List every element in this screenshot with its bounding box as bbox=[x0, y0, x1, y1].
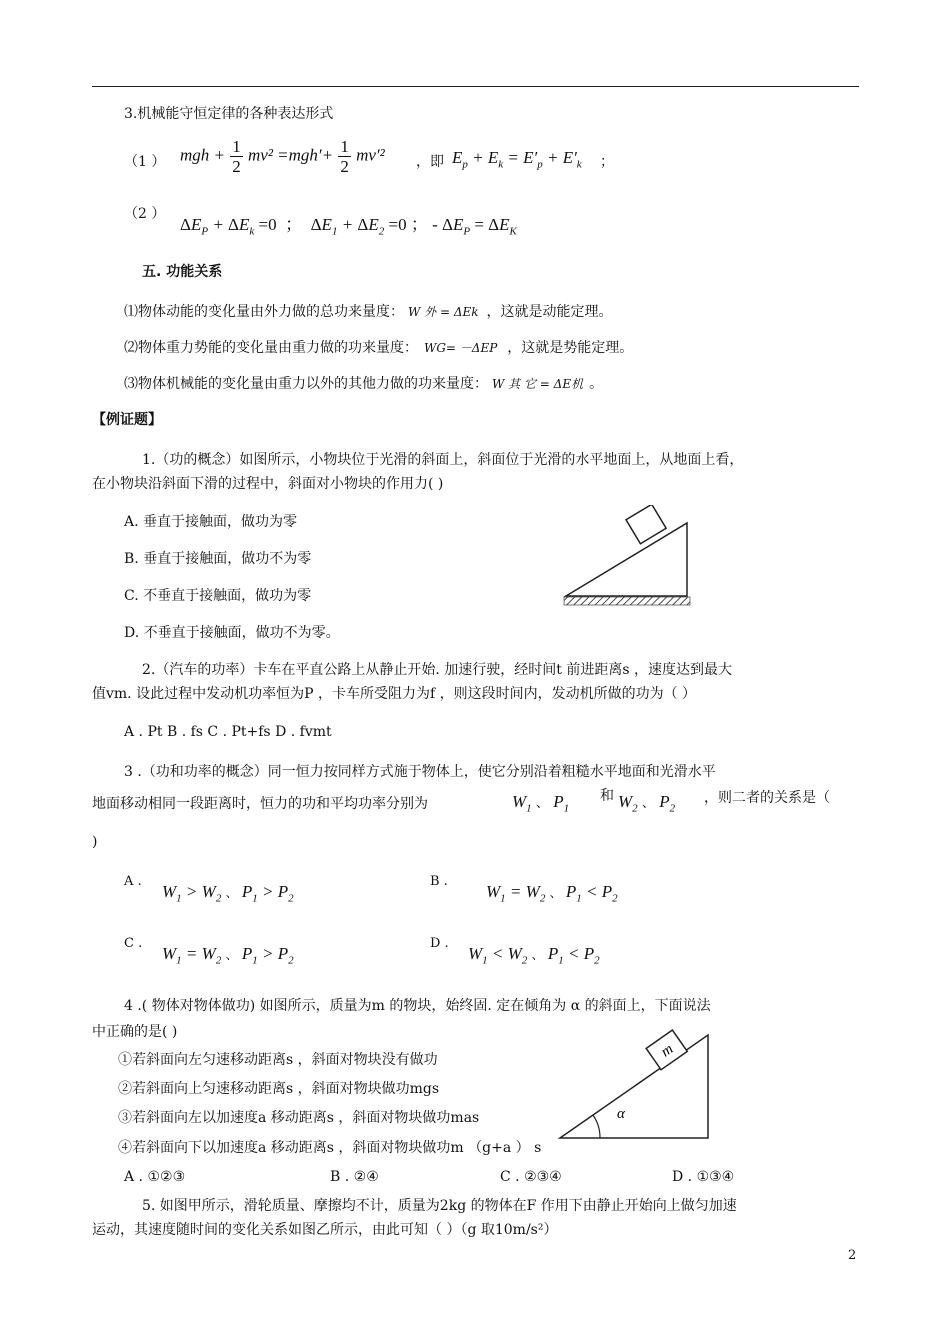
q3-opt-c-label: C . bbox=[124, 936, 143, 951]
q1-option-c: C. 不垂直于接触面，做功为零 bbox=[124, 588, 312, 604]
q1-incline-figure bbox=[560, 505, 695, 615]
formula2-label: （2 ） bbox=[124, 206, 166, 222]
q3-line2: 地面移动相同一段距离时，恒力的功和平均功率分别为 bbox=[92, 796, 428, 812]
q1-option-a: A. 垂直于接触面，做功为零 bbox=[124, 514, 298, 530]
section3-title: 3.机械能守恒定律的各种表达形式 bbox=[124, 106, 334, 122]
relation-1: ⑴物体动能的变化量由外力做的总功来量度： W 外 = ΔEk ，这就是动能定理。 bbox=[124, 304, 613, 320]
example-title: 【例证题】 bbox=[92, 412, 162, 428]
q4-block-label: m bbox=[658, 1041, 677, 1061]
q5-line1: 5. 如图甲所示，滑轮质量、摩擦均不计，质量为2kg 的物体在F 作用下由静止开始向上做匀加速 bbox=[142, 1198, 737, 1214]
q3-w2p2: $W_2$ 、 $P_2$ bbox=[618, 792, 676, 815]
q3-line1: 3 .（功和功率的概念）同一恒力按同样方式施于物体上，使它分别沿着粗糙水平地面和光滑水平 bbox=[124, 764, 716, 780]
q3-and: 和 bbox=[600, 788, 614, 804]
q4-option-b: B . ②④ bbox=[330, 1169, 379, 1185]
relation-3: ⑶物体机械能的变化量由重力以外的其他力做的功来量度： W 其 它 = ΔE机 。 bbox=[124, 376, 604, 392]
q4-option-c: C . ②③④ bbox=[500, 1169, 562, 1185]
q5-line2: 运动，其速度随时间的变化关系如图乙所示，由此可知（ ）（g 取10m/s²） bbox=[92, 1222, 558, 1238]
formula1-frac-b: $\frac{1}{2}$ bbox=[340, 137, 349, 176]
q4-line1: 4 .( 物体对物体做功) 如图所示，质量为m 的物块，始终固. 定在倾角为 α 的斜面上，下面说法 bbox=[124, 998, 711, 1014]
q1-option-d: D. 不垂直于接触面，做功不为零。 bbox=[124, 625, 340, 641]
q3-opt-a: $W_1 > W_2$ 、 $P_1 > P_2$ bbox=[162, 882, 294, 905]
q2-options: A . Pt B . fs C . Pt+fs D . fvmt bbox=[124, 724, 332, 740]
q1-line2: 在小物块沿斜面下滑的过程中，斜面对小物块的作用力( ) bbox=[92, 476, 444, 492]
formula1-left: mgh + bbox=[180, 145, 225, 165]
q3-opt-c: $W_1 = W_2$ 、 $P_1 > P_2$ bbox=[162, 944, 294, 967]
q4-line2: 中正确的是( ) bbox=[92, 1024, 178, 1040]
q3-close: ) bbox=[92, 834, 98, 850]
q4-item-3: ③若斜面向左以加速度a 移动距离s ，斜面对物块做功mas bbox=[118, 1110, 480, 1126]
formula1-label: （1 ） bbox=[124, 154, 166, 170]
q4-option-a: A . ①②③ bbox=[124, 1169, 186, 1185]
q3-opt-b-label: B . bbox=[430, 874, 448, 889]
q4-item-1: ①若斜面向左匀速移动距离s ，斜面对物块没有做功 bbox=[118, 1052, 438, 1068]
q3-opt-a-label: A . bbox=[124, 874, 142, 889]
q3-w1p1: $W_1$ 、 $P_1$ bbox=[512, 792, 570, 815]
formula1-energy: $E_p + E_k = E'_p + E'_k$ bbox=[452, 148, 582, 171]
q4-incline-figure bbox=[555, 1018, 720, 1143]
q2-line2: 值vm. 设此过程中发动机功率恒为P ，卡车所受阻力为f ，则这段时间内，发动机所做的功为（ ） bbox=[92, 686, 697, 702]
relation-2: ⑵物体重力势能的变化量由重力做的功来量度： WG= －ΔEP ，这就是势能定理。 bbox=[124, 340, 634, 356]
formula1-right: mv′² bbox=[356, 145, 385, 165]
header-rule bbox=[92, 86, 859, 87]
q4-item-4: ④若斜面向下以加速度a 移动距离s ，斜面对物块做功m （g+a ） s bbox=[118, 1140, 542, 1156]
formula1-tail: ； bbox=[600, 154, 614, 170]
q3-opt-b: $W_1 = W_2$ 、 $P_1 < P_2$ bbox=[486, 882, 618, 905]
page-number: 2 bbox=[848, 1248, 857, 1263]
q1-line1: 1.（功的概念）如图所示，小物块位于光滑的斜面上，斜面位于光滑的水平地面上，从地面上看， bbox=[142, 452, 744, 468]
formula1-ji: ，即 bbox=[416, 154, 444, 170]
formula2: $\Delta E_P + \Delta E_k =0$ ； $\Delta E_1 + \Delta E_2 =0$ ； - $\Delta E_P = \Delta E_K$ bbox=[180, 215, 517, 238]
q1-option-b: B. 垂直于接触面，做功不为零 bbox=[124, 551, 312, 567]
q4-item-2: ②若斜面向上匀速移动距离s ，斜面对物块做功mgs bbox=[118, 1081, 440, 1097]
formula1-frac-a: $\frac{1}{2}$ bbox=[232, 137, 241, 176]
q4-option-d: D . ①③④ bbox=[672, 1169, 735, 1185]
section5-title: 五. 功能关系 bbox=[142, 264, 223, 280]
formula1 bbox=[180, 137, 385, 176]
q3-tail: ，则二者的关系是（ bbox=[704, 790, 830, 806]
q3-opt-d: $W_1 < W_2$ 、 $P_1 < P_2$ bbox=[468, 944, 600, 967]
q4-angle-label: α bbox=[617, 1106, 625, 1122]
q3-opt-d-label: D . bbox=[430, 936, 449, 951]
formula1-mid: mv² =mgh′+ bbox=[248, 145, 334, 165]
q2-line1: 2.（汽车的功率）卡车在平直公路上从静止开始. 加速行驶，经时间t 前进距离s ，速度达到最大 bbox=[142, 662, 732, 678]
